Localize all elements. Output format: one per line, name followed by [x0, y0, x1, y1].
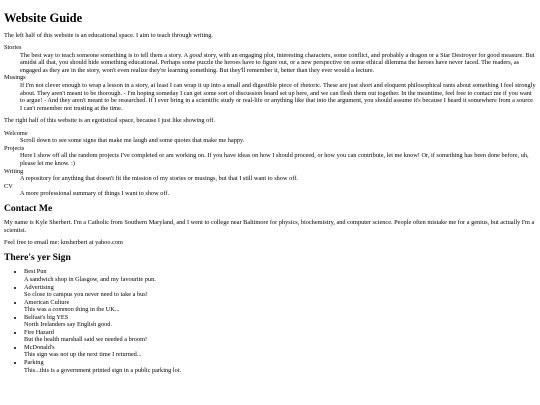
sign-caption: [24, 306, 536, 314]
sign-caption-part: thing in the UK...: [73, 306, 120, 314]
sign-title[interactable]: Parking: [24, 358, 44, 366]
list-item: [24, 314, 536, 329]
list-item: [24, 299, 536, 314]
sign-title[interactable]: Fire Hazard: [24, 328, 54, 336]
signs-list: [4, 268, 536, 374]
page-title: Website Guide: [4, 11, 83, 25]
sign-caption: So close to campus you never need to take a bus!: [24, 291, 148, 299]
section-desc-stories: [20, 52, 536, 75]
section-term-projects[interactable]: Projects: [4, 144, 25, 152]
contact-heading: Contact Me: [4, 202, 53, 214]
sign-caption-emphasis: common: [52, 306, 74, 314]
stories-desc-emphasis: good: [189, 51, 202, 59]
stories-desc-part: story, with an engaging plot, interesting characters, some conflict, and probably a dragon or a Star Destroyer for good measure. But amidst all that, you should hide something educational. Perhaps some puzzle the heroes have to figure out, or a new perspective on some ethical dilemma the heroes have never faced. The readers, as engaged as they are in the story, won't even realize they're learning something. But they'll remember it, better than they ever would a lecture.: [20, 51, 535, 74]
sign-title[interactable]: McDonald's: [24, 343, 55, 351]
signs-heading: There's yer Sign: [4, 251, 71, 263]
sign-title[interactable]: American Culture: [24, 298, 70, 306]
list-item: [24, 284, 536, 299]
sign-caption: This...this is a government printed sign in a public parking lot.: [24, 366, 182, 374]
section-desc-writing: A repository for anything that doesn't fit the mission of my stories or musings, but that I still want to show off.: [20, 175, 298, 183]
section-term-welcome[interactable]: Welcome: [4, 129, 28, 137]
list-item: [24, 344, 536, 359]
section-desc-welcome: Scroll down to see some signs that make me laugh and some quotes that make me happy.: [20, 137, 245, 145]
section-desc-cv: A more professional summary of things I want to show off.: [20, 190, 170, 198]
sign-title[interactable]: Best Pun: [24, 268, 47, 276]
section-desc-musings: If I'm not clever enough to wrap a lesson in a story, at least I can wrap it up into a small and digestible piece of rhetoric. These are just short and eloquent philosophical rants about something I feel strongly about. They aren't meant to be thorough. - I'm hoping someday I can get some sort of discussion board set up here, and we can flesh them out together. In the meantime, feel free to contact me if you want to argue! - And they aren't meant to be researched. If I ever bring in a scientific study or real-life or anything like that into the argument, you should assume it's because I heard it somewhere from a source I can't remember not trusting at the time.: [20, 82, 536, 112]
intro-educational: The left half of this website is an educational space. I aim to teach through writing.: [4, 31, 213, 39]
sign-caption: This sign was not up the next time I returned...: [24, 351, 142, 359]
egotistical-sections-list: [4, 130, 536, 198]
contact-bio: My name is Kyle Sherbert. I'm a Catholic from Southern Maryland, and I went to college near Baltimore for physics, biochemistry, and computer science. People often mistake me for a genius, but actually I'm a scientist.: [4, 219, 535, 234]
sign-caption-part: This was a: [24, 306, 53, 314]
sign-caption: North Irelanders say English good.: [24, 321, 112, 329]
list-item: [24, 268, 536, 283]
list-item: [24, 359, 536, 374]
section-term-stories[interactable]: Stories: [4, 44, 22, 52]
stories-desc-part: The best way to teach someone something is to tell them a story. A: [20, 51, 190, 59]
contact-email: Feel free to email me: knsherbert at yahoo.com: [4, 239, 123, 247]
sign-title[interactable]: Advertising: [24, 283, 54, 291]
intro-egotistical: The right half of this website is an egotistical space, because I just like showing off.: [4, 117, 215, 125]
section-term-cv[interactable]: CV: [4, 182, 13, 190]
educational-sections-list: [4, 44, 536, 112]
section-desc-projects: Here I show off all the random projects I've completed or am working on. If you have ideas on how I should proceed, or how you can contribute, let me know! Or, if something has been done before, uh, please let me know. :): [20, 152, 529, 167]
section-term-writing[interactable]: Writing: [4, 167, 24, 175]
sign-title[interactable]: Belfast's big YES: [24, 313, 69, 321]
sign-caption: But the health marshall said we needed a broom!: [24, 336, 148, 344]
sign-caption: A sandwich shop in Glasgow, and my favourite pun.: [24, 275, 156, 283]
list-item: [24, 329, 536, 344]
section-term-musings[interactable]: Musings: [4, 74, 26, 82]
